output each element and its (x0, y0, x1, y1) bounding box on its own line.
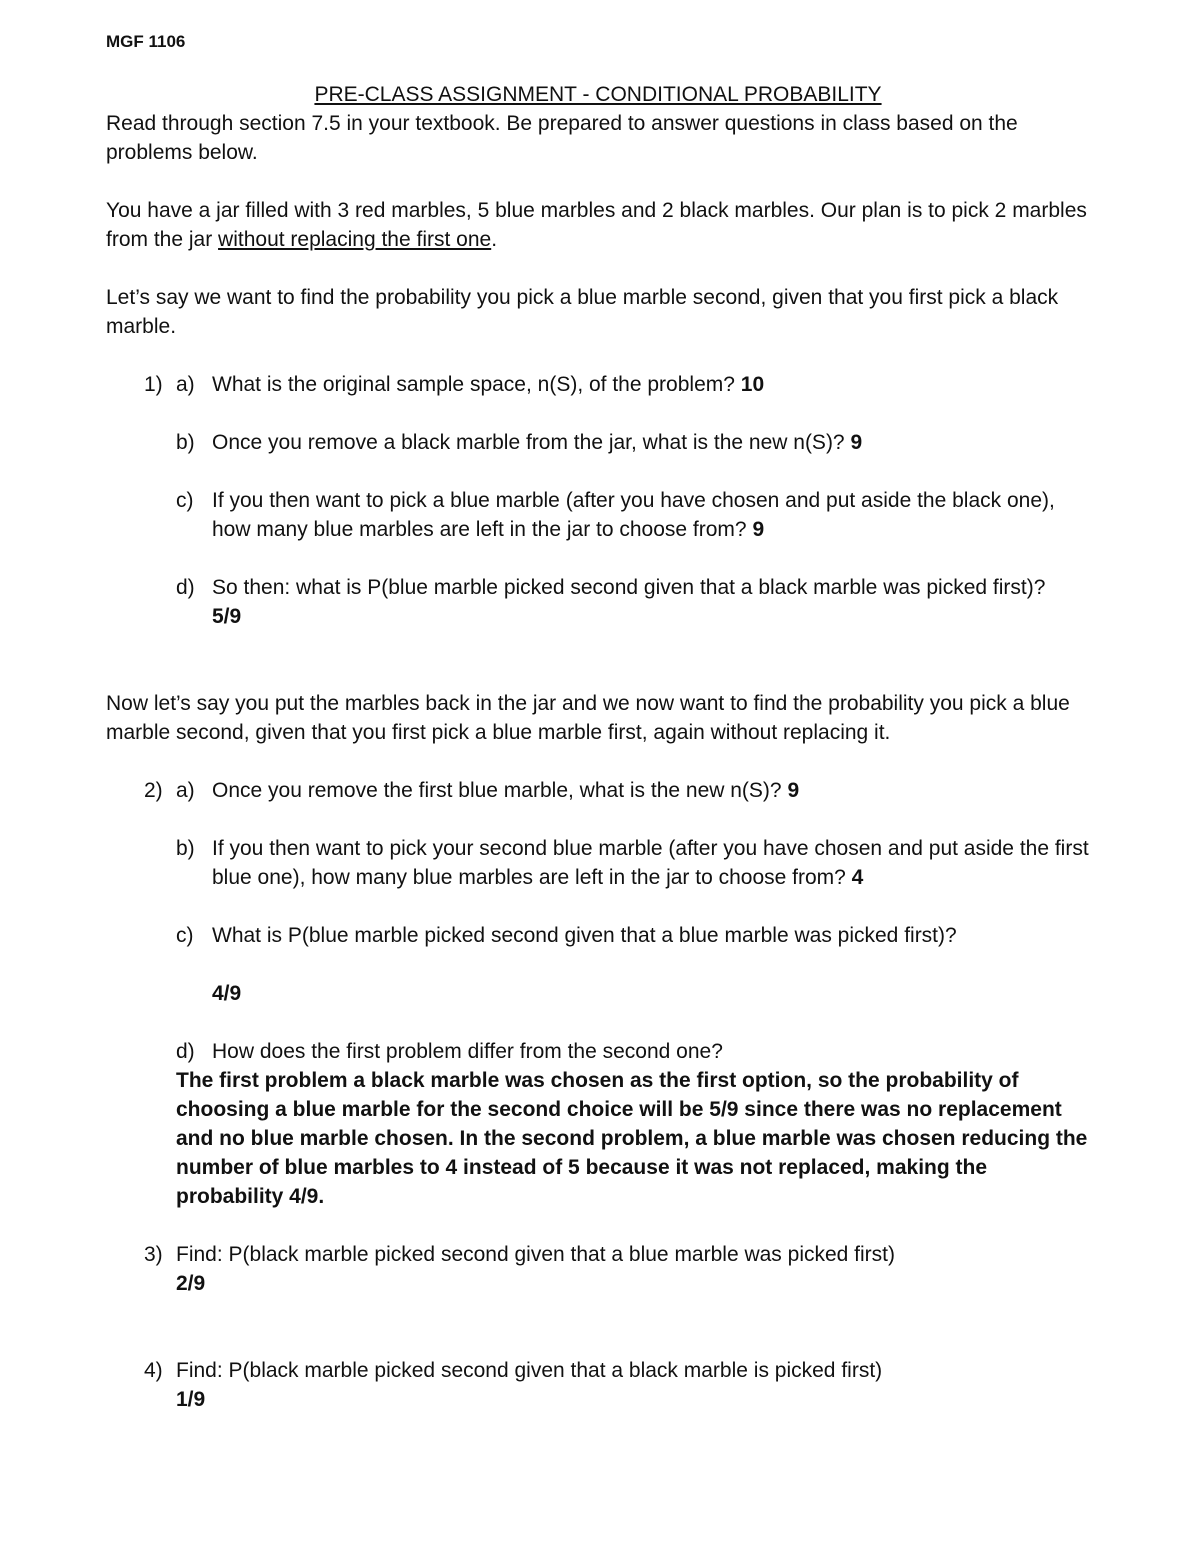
answer: 9 (787, 779, 800, 802)
question-text: If you then want to pick a blue marble (after you have chosen and put aside the black one), how many blue marbles are left in the jar to choose from? (212, 489, 1055, 541)
answer: 5/9 (212, 605, 242, 628)
course-code: MGF 1106 (106, 32, 186, 51)
question-2b (176, 834, 1090, 892)
jar-text-end: . (491, 228, 498, 251)
sub-letter: c) (176, 489, 194, 512)
assignment-title: PRE-CLASS ASSIGNMENT - CONDITIONAL PROBABILITY (314, 83, 882, 106)
question-text: Find: P(black marble picked second given that a blue marble was picked first) (176, 1243, 896, 1266)
scenario-two: Now let’s say you put the marbles back in the jar and we now want to find the probability you pick a blue marble second, given that you first pick a blue marble first, again without replacing it. (106, 692, 1070, 744)
question-1c (176, 486, 1090, 544)
answer: 9 (850, 431, 863, 454)
sub-letter: b) (176, 837, 195, 860)
question-1d (176, 573, 1090, 631)
jar-description (106, 196, 1090, 254)
question-text: Once you remove the first blue marble, what is the new n(S)? (212, 779, 788, 802)
question-text: Find: P(black marble picked second given that a black marble is picked first) (176, 1359, 883, 1382)
question-3 (106, 1240, 1090, 1298)
sub-letter: d) (176, 576, 195, 599)
answer: 4 (851, 866, 864, 889)
sub-letter: b) (176, 431, 195, 454)
question-1-number: 1) (144, 373, 163, 396)
answer: 1/9 (176, 1388, 206, 1411)
question-1a (176, 370, 1090, 399)
jar-underlined-text: without replacing the first one (218, 228, 492, 251)
question-2c (176, 921, 1090, 1008)
question-text: If you then want to pick your second blue marble (after you have chosen and put aside the first blue one), how many blue marbles are left in the jar to choose from? (212, 837, 1089, 889)
question-text: What is the original sample space, n(S), of the problem? (212, 373, 741, 396)
answer: The first problem a black marble was chosen as the first option, so the probability of choosing a blue marble for the second choice will be 5/9 since there was no replacement and no blue marble chosen. In the second problem, a blue marble was chosen reducing the number of blue marbles to 4 instead of 5 because it was not replaced, making the probability 4/9. (176, 1069, 1088, 1208)
answer: 4/9 (212, 982, 242, 1005)
question-2-number: 2) (144, 779, 163, 802)
question-3-number: 3) (144, 1243, 163, 1266)
answer: 2/9 (176, 1272, 206, 1295)
intro-instructions: Read through section 7.5 in your textbook. Be prepared to answer questions in class based on the problems below. (106, 112, 1018, 164)
answer: 9 (752, 518, 765, 541)
question-2 (106, 776, 1090, 1211)
question-text: How does the first problem differ from the second one? (212, 1040, 723, 1063)
scenario-one: Let’s say we want to find the probability you pick a blue marble second, given that you first pick a black marble. (106, 286, 1059, 338)
sub-letter: a) (176, 373, 195, 396)
sub-letter: a) (176, 779, 195, 802)
question-text: What is P(blue marble picked second given that a blue marble was picked first)? (212, 924, 957, 947)
question-2a (176, 776, 1090, 805)
question-text: Once you remove a black marble from the jar, what is the new n(S)? (212, 431, 851, 454)
sub-letter: d) (176, 1040, 195, 1063)
sub-letter: c) (176, 924, 194, 947)
question-1b (176, 428, 1090, 457)
jar-text: You have a jar filled with 3 red marbles, 5 blue marbles and 2 black marbles. Our plan is to pick 2 marbles from the jar (106, 199, 1087, 251)
question-4 (106, 1356, 1090, 1414)
question-4-number: 4) (144, 1359, 163, 1382)
answer: 10 (740, 373, 765, 396)
question-2d (176, 1037, 1090, 1211)
question-text: So then: what is P(blue marble picked second given that a black marble was picked first)? (212, 576, 1046, 599)
question-1 (106, 370, 1090, 631)
